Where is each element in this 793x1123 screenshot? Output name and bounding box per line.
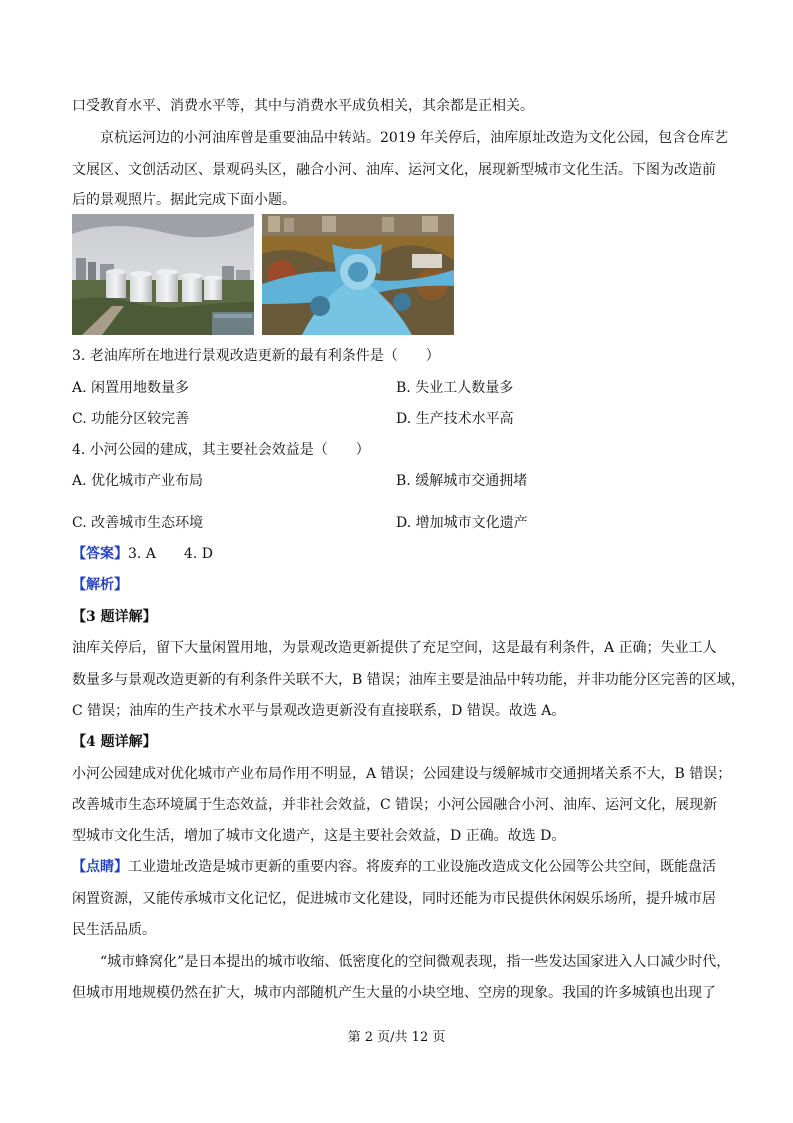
page-footer: 第 2 页/共 12 页	[347, 1030, 446, 1045]
detail-4-line: 改善城市生态环境属于生态效益，并非社会效益，C 错误；小河公园融合小河、油库、运河文化，展现新	[72, 797, 718, 813]
photo-before-renovation	[72, 214, 254, 335]
tip-line: 民生活品质。	[72, 922, 156, 938]
answer-label: 【答案】	[72, 546, 128, 562]
paragraph-line: 京杭运河边的小河油库曾是重要油品中转站。2019 年关停后，油库原址改造为文化公园，包含仓库艺	[100, 130, 729, 146]
paragraph-line: 但城市用地规模仍然在扩大，城市内部随机产生大量的小块空地、空房的现象。我国的许多城镇也出现了	[72, 985, 716, 1001]
q4-option-d: D. 增加城市文化遗产	[396, 515, 528, 531]
q4-option-a: A. 优化城市产业布局	[72, 473, 204, 489]
detail-4-label: 【4 题详解】	[72, 734, 157, 750]
detail-3-label: 【3 题详解】	[72, 609, 157, 625]
detail-3-line: 油库关停后，留下大量闲置用地，为景观改造更新提供了充足空间，这是最有利条件，A 正确；失业工人	[72, 640, 717, 656]
analysis-label: 【解析】	[72, 577, 128, 593]
tip-line: 闲置资源，又能传承城市文化记忆，促进城市文化建设，同时还能为市民提供休闲娱乐场所，提升城市居	[72, 891, 716, 907]
answer-line	[72, 544, 213, 564]
question-3-stem: 3. 老油库所在地进行景观改造更新的最有利条件是（ ）	[72, 348, 440, 364]
paragraph-line: 口受教育水平、消费水平等，其中与消费水平成负相关，其余都是正相关。	[72, 98, 534, 114]
q3-option-b: B. 失业工人数量多	[396, 380, 514, 396]
q3-option-d: D. 生产技术水平高	[396, 411, 514, 427]
tip-line	[72, 857, 716, 877]
paragraph-line: “城市蜂窝化”是日本提出的城市收缩、低密度化的空间微观表现，指一些发达国家进入人口减少时代，	[100, 954, 731, 970]
paragraph-line: 后的景观照片。据此完成下面小题。	[72, 192, 296, 208]
detail-4-line: 小河公园建成对优化城市产业布局作用不明显，A 错误；公园建设与缓解城市交通拥堵关系不大，B 错误；	[72, 766, 732, 782]
detail-3-line: C 错误；油库的生产技术水平与景观改造更新没有直接联系，D 错误。故选 A。	[72, 703, 566, 719]
detail-4-line: 型城市文化生活，增加了城市文化遗产，这是主要社会效益，D 正确。故选 D。	[72, 828, 566, 844]
paragraph-line: 文展区、文创活动区、景观码头区，融合小河、油库、运河文化，展现新型城市文化生活。下图为改造前	[72, 162, 716, 178]
photo-after-renovation	[262, 214, 454, 335]
detail-3-line: 数量多与景观改造更新的有利条件关联不大，B 错误；油库主要是油品中转功能，并非功能分区完善的区域，	[72, 672, 745, 688]
tip-label: 【点睛】	[72, 859, 128, 875]
tip-text: 工业遗址改造是城市更新的重要内容。将废弃的工业设施改造成文化公园等公共空间，既能盘活	[128, 859, 716, 875]
q3-option-a: A. 闲置用地数量多	[72, 380, 190, 396]
q4-option-b: B. 缓解城市交通拥堵	[396, 473, 528, 489]
q3-option-c: C. 功能分区较完善	[72, 411, 190, 427]
question-4-stem: 4. 小河公园的建成，其主要社会效益是（ ）	[72, 442, 370, 458]
answer-text: 3. A 4. D	[128, 546, 213, 562]
q4-option-c: C. 改善城市生态环境	[72, 515, 204, 531]
